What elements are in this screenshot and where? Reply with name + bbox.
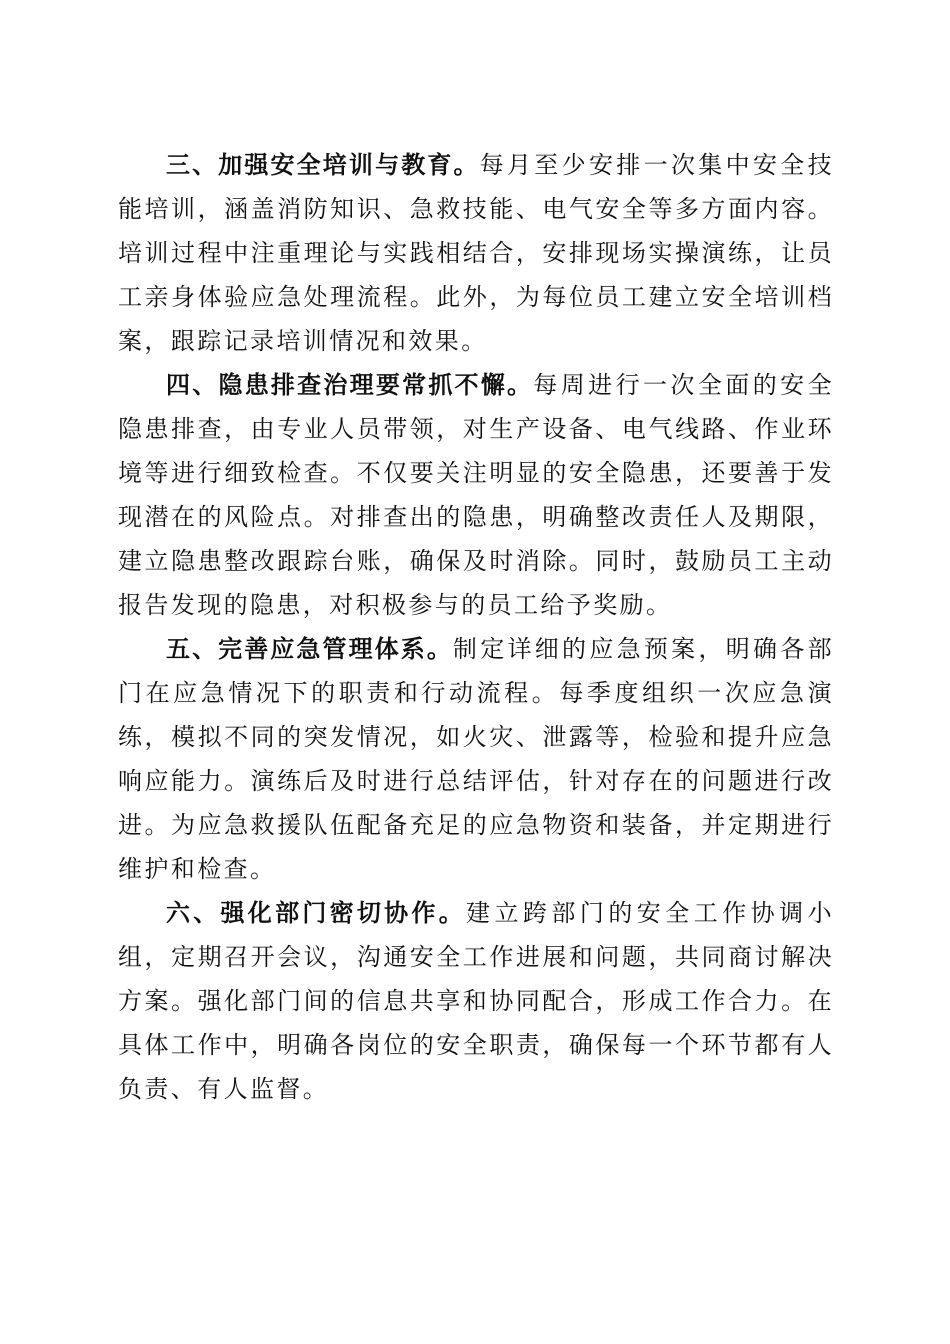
paragraph-text: 建立跨部门的安全工作协调小组，定期召开会议，沟通安全工作进展和问题，共同商讨解决方案。强化部门间的信息共享和协同配合，形成工作合力。在具体工作中，明确各岗位的安全职责，确保每一个环节都有人负责、有人监督。 <box>118 899 834 1103</box>
paragraph-heading: 三、加强安全培训与教育。 <box>166 151 480 179</box>
paragraph-training <box>118 143 834 363</box>
paragraph-hazard-inspection <box>118 363 834 627</box>
paragraph-heading: 五、完善应急管理体系。 <box>166 635 453 663</box>
paragraph-heading: 四、隐患排查治理要常抓不懈。 <box>166 371 534 399</box>
paragraph-heading: 六、强化部门密切协作。 <box>166 899 466 927</box>
document-body <box>118 143 834 1111</box>
paragraph-emergency-management <box>118 627 834 891</box>
paragraph-text: 每周进行一次全面的安全隐患排查，由专业人员带领，对生产设备、电气线路、作业环境等进行细致检查。不仅要关注明显的安全隐患，还要善于发现潜在的风险点。对排查出的隐患，明确整改责任人及期限，建立隐患整改跟踪台账，确保及时消除。同时，鼓励员工主动报告发现的隐患，对积极参与的员工给予奖励。 <box>118 371 834 619</box>
paragraph-text: 制定详细的应急预案，明确各部门在应急情况下的职责和行动流程。每季度组织一次应急演练，模拟不同的突发情况，如火灾、泄露等，检验和提升应急响应能力。演练后及时进行总结评估，针对存在的问题进行改进。为应急救援队伍配备充足的应急物资和装备，并定期进行维护和检查。 <box>118 635 834 883</box>
paragraph-text: 每月至少安排一次集中安全技能培训，涵盖消防知识、急救技能、电气安全等多方面内容。培训过程中注重理论与实践相结合，安排现场实操演练，让员工亲身体验应急处理流程。此外，为每位员工建立安全培训档案，跟踪记录培训情况和效果。 <box>118 151 835 355</box>
paragraph-department-collaboration <box>118 891 834 1111</box>
